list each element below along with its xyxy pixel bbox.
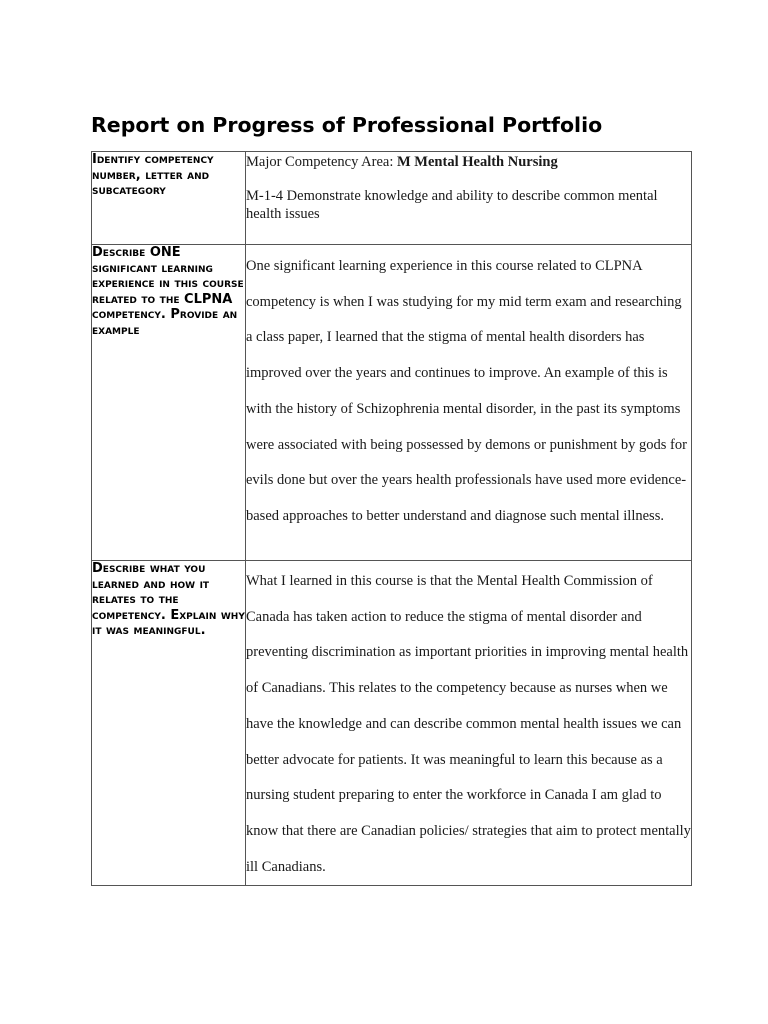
table-row bbox=[92, 245, 692, 561]
competency-area bbox=[246, 153, 691, 171]
competency-cell bbox=[246, 152, 692, 245]
what-learned-cell bbox=[246, 561, 692, 886]
table-row bbox=[92, 561, 692, 886]
competency-area-label: Major Competency Area: bbox=[246, 154, 394, 170]
learning-experience-cell bbox=[246, 245, 692, 561]
portfolio-table bbox=[91, 151, 692, 886]
table-row bbox=[92, 152, 692, 245]
row-label: Identify competency number, letter and subcategory bbox=[92, 152, 214, 198]
competency-area-value: M Mental Health Nursing bbox=[397, 154, 558, 170]
page-title: Report on Progress of Professional Portfolio bbox=[91, 113, 603, 137]
row-label: Describe what you learned and how it relates to the competency. Explain why it was meaningful. bbox=[92, 561, 245, 638]
learning-experience-text: One significant learning experience in this course related to CLPNA competency is when I was studying for my mid term exam and researching a class paper, I learned that the stigma of mental health disorders has improved over the years and continues to improve. An example of this is with the history of Schizophrenia mental disorder, in the past its symptoms were associated with being possessed by demons or punishment by gods for evils done but over the years health professionals have used more evidence-based approaches to better understand and diagnose such mental illness. bbox=[246, 258, 687, 524]
what-learned-text: What I learned in this course is that the Mental Health Commission of Canada has taken action to reduce the stigma of mental disorder and preventing discrimination as important priorities in improving mental health of Canadians. This relates to the competency because as nurses when we have the knowledge and can describe common mental health issues we can better advocate for patients. It was meaningful to learn this because as a nursing student preparing to enter the workforce in Canada I am glad to know that there are Canadian policies/ strategies that aim to protect mentally ill Canadians. bbox=[246, 573, 691, 875]
row-label: Describe ONE significant learning experience in this course related to the CLPNA competency. Provide an example bbox=[92, 245, 244, 338]
row-label-cell bbox=[92, 152, 246, 245]
row-label-cell bbox=[92, 561, 246, 886]
competency-description: M-1-4 Demonstrate knowledge and ability to describe common mental health issues bbox=[246, 188, 658, 222]
row-label-cell bbox=[92, 245, 246, 561]
